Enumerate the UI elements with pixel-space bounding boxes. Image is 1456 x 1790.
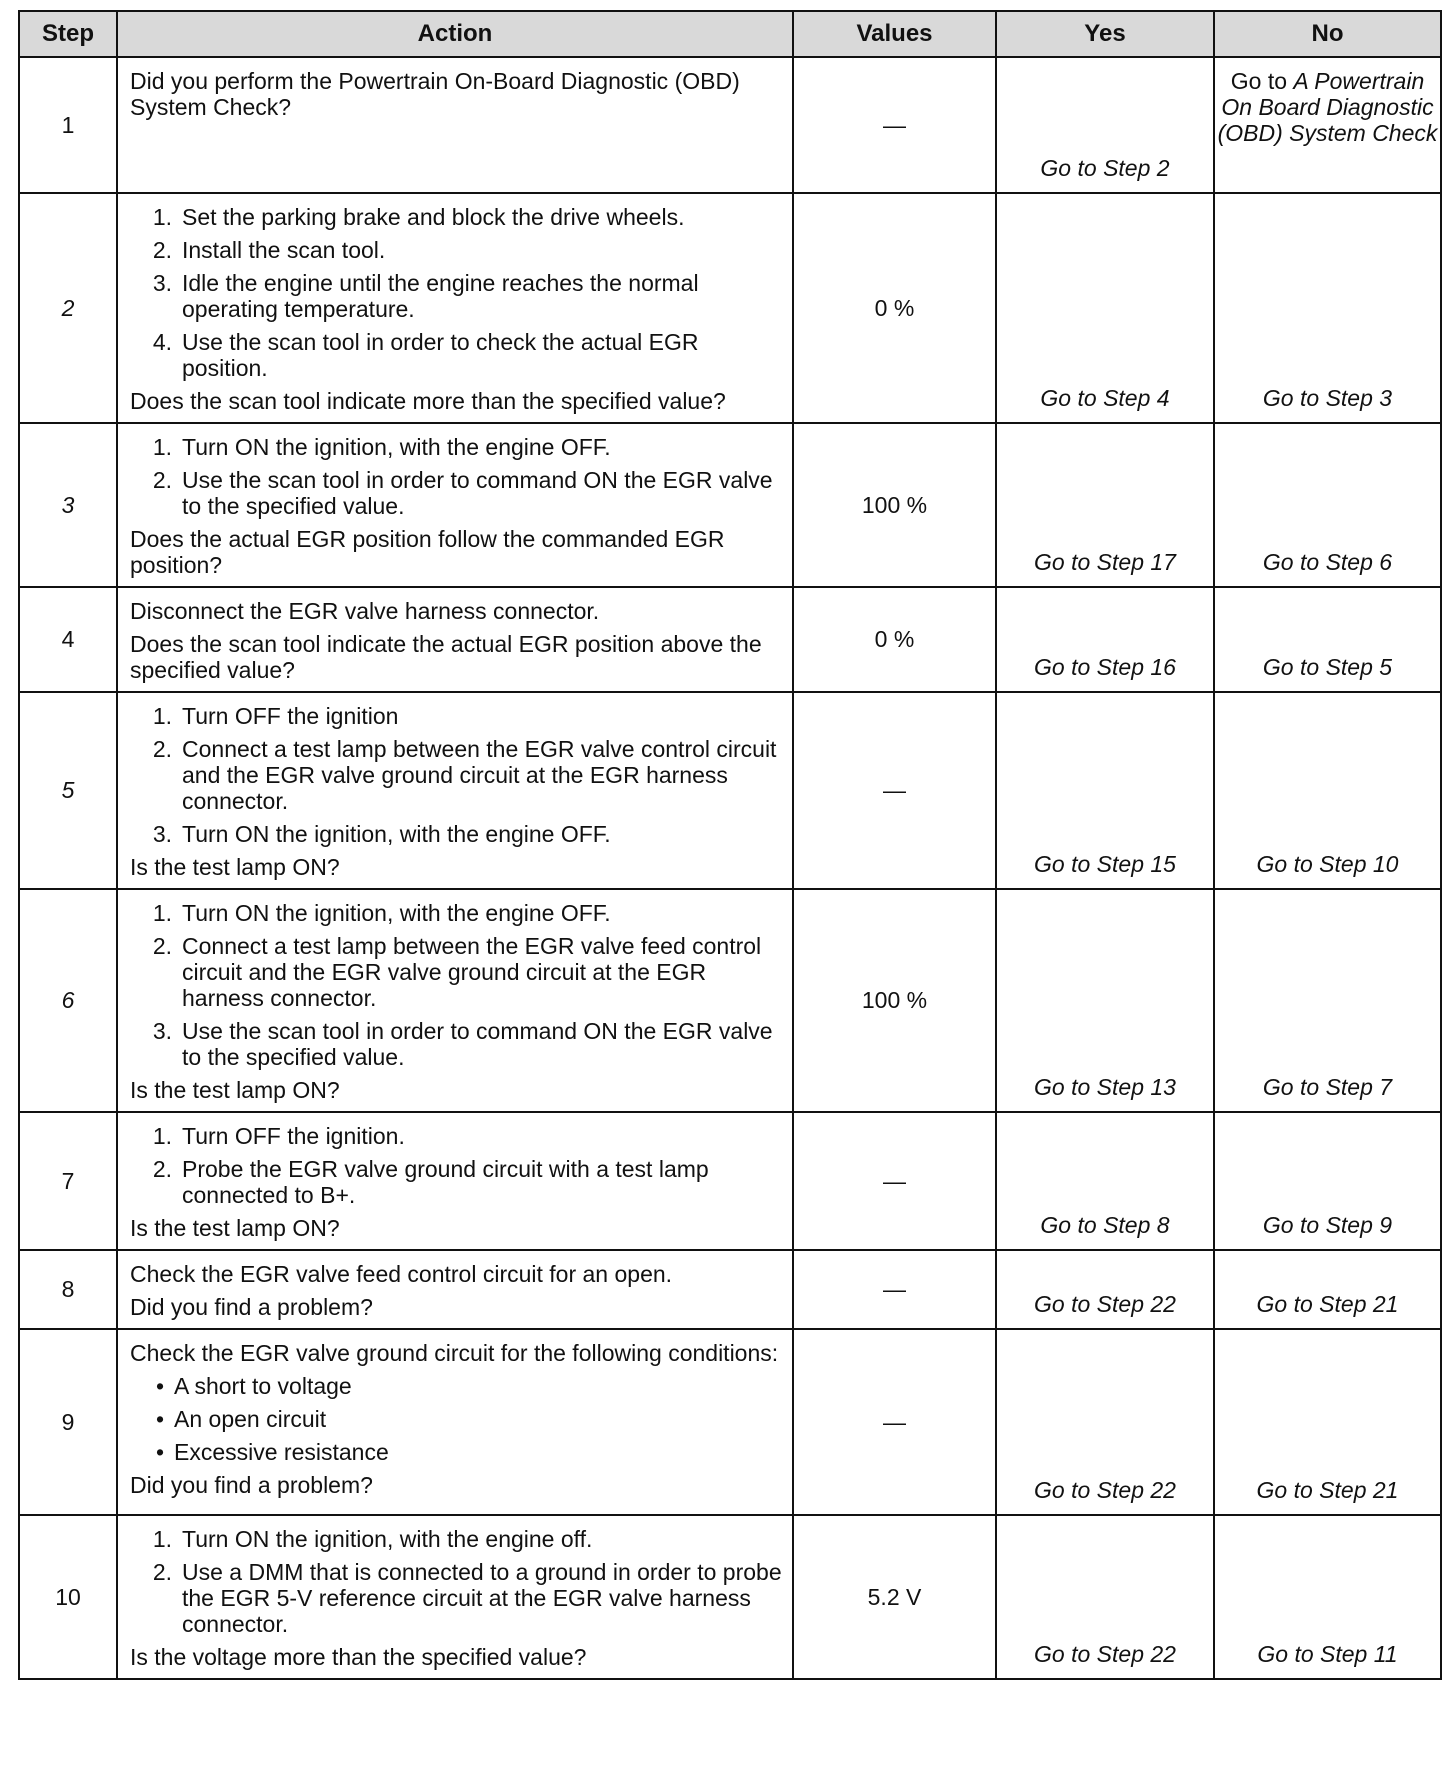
no-goto-link[interactable]: Go to Step 11 [1214,1515,1441,1679]
list-number: 1. [152,1526,172,1552]
list-item [130,933,784,1011]
value-cell: — [793,692,996,889]
no-goto-link[interactable]: Go to Step 21 [1214,1329,1441,1515]
no-goto-link[interactable]: Go to Step 9 [1214,1112,1441,1250]
step-number: 2 [19,193,117,423]
action-question: Disconnect the EGR valve harness connector. [130,598,600,624]
table-row [19,193,1441,423]
action-cell [117,1250,793,1329]
list-number: 1. [152,204,172,230]
action-question: Does the actual EGR position follow the commanded EGR position? [130,526,725,578]
value-cell: — [793,1112,996,1250]
no-goto-link[interactable]: Go to Step 3 [1214,193,1441,423]
step-number: 5 [19,692,117,889]
table-row [19,889,1441,1112]
yes-goto-link[interactable]: Go to Step 22 [996,1250,1214,1329]
action-cell [117,1515,793,1679]
yes-goto-link[interactable]: Go to Step 4 [996,193,1214,423]
list-number: 2. [152,237,172,263]
value-cell: 100 % [793,423,996,587]
list-text: Probe the EGR valve ground circuit with a test lamp connected to B+. [182,1156,709,1208]
list-text: Set the parking brake and block the drive wheels. [182,204,685,230]
list-text: Turn ON the ignition, with the engine off. [182,1526,593,1552]
value-cell: 5.2 V [793,1515,996,1679]
list-number: 3. [152,1018,172,1044]
no-goto-target[interactable]: A Powertrain On Board Diagnostic (OBD) System Check [1217,68,1438,146]
action-question: Is the test lamp ON? [130,1215,340,1241]
list-item [130,736,784,814]
table-row [19,1112,1441,1250]
action-cell [117,193,793,423]
list-item [130,270,784,322]
list-number: 1. [152,434,172,460]
list-number: 2. [152,736,172,762]
value-cell: — [793,57,996,193]
list-number: 2. [152,933,172,959]
bullet-icon: • [155,1439,164,1465]
list-text: Turn OFF the ignition. [182,1123,405,1149]
table-row [19,57,1441,193]
list-text: Turn OFF the ignition [182,703,399,729]
list-number: 1. [152,1123,172,1149]
list-text: Turn ON the ignition, with the engine OFF. [182,821,611,847]
step-number: 4 [19,587,117,692]
list-text: Turn ON the ignition, with the engine OFF. [182,434,611,460]
action-cell [117,1112,793,1250]
step-number: 7 [19,1112,117,1250]
list-item [130,434,784,460]
action-cell [117,57,793,193]
no-goto-link[interactable]: Go to Step 7 [1214,889,1441,1112]
list-item [130,1526,784,1552]
header-action: Action [117,11,793,57]
action-question: Is the test lamp ON? [130,854,340,880]
action-question: Is the voltage more than the specified value? [130,1644,587,1670]
action-question: Did you perform the Powertrain On-Board Diagnostic (OBD) System Check? [130,68,740,120]
list-text: Use the scan tool in order to command ON the EGR valve to the specified value. [182,1018,773,1070]
step-number: 3 [19,423,117,587]
header-no: No [1214,11,1441,57]
list-number: 1. [152,703,172,729]
table-row [19,1250,1441,1329]
no-goto-prefix: Go to [1230,68,1294,94]
no-goto-link[interactable]: Go to Step 21 [1214,1250,1441,1329]
table-row [19,1515,1441,1679]
step-number: 9 [19,1329,117,1515]
yes-goto-link[interactable]: Go to Step 13 [996,889,1214,1112]
action-cell [117,889,793,1112]
action-question: Is the test lamp ON? [130,1077,340,1103]
list-item [130,900,784,926]
action-cell [117,587,793,692]
value-cell: 100 % [793,889,996,1112]
list-number: 2. [152,467,172,493]
list-item [130,1123,784,1149]
header-step: Step [19,11,117,57]
list-number: 1. [152,900,172,926]
action-steps-list [130,1123,784,1208]
action-cell [117,423,793,587]
action-question: Does the scan tool indicate more than the specified value? [130,388,726,414]
yes-goto-link[interactable]: Go to Step 16 [996,587,1214,692]
no-goto-text [1215,68,1440,146]
action-cell [117,1329,793,1515]
list-item [130,1156,784,1208]
no-goto-link[interactable] [1214,57,1441,193]
table-row [19,423,1441,587]
list-item [130,204,784,230]
yes-goto-link[interactable]: Go to Step 17 [996,423,1214,587]
no-goto-link[interactable]: Go to Step 5 [1214,587,1441,692]
step-number: 6 [19,889,117,1112]
step-number: 8 [19,1250,117,1329]
diagnostic-table [18,10,1442,1680]
list-item [130,821,784,847]
list-item [130,1406,784,1432]
yes-goto-link[interactable]: Go to Step 22 [996,1515,1214,1679]
action-steps-list [130,204,784,381]
no-goto-link[interactable]: Go to Step 6 [1214,423,1441,587]
action-steps-list [130,900,784,1070]
header-yes: Yes [996,11,1214,57]
action-question: Did you find a problem? [130,1472,373,1498]
list-text: Connect a test lamp between the EGR valve control circuit and the EGR valve ground circuit at the EGR harness connector. [182,736,777,814]
action-question: Check the EGR valve feed control circuit for an open. [130,1261,673,1287]
yes-goto-link[interactable]: Go to Step 8 [996,1112,1214,1250]
list-number: 4. [152,329,172,355]
list-item [130,467,784,519]
table-row [19,1329,1441,1515]
value-cell: 0 % [793,193,996,423]
no-goto-link[interactable]: Go to Step 10 [1214,692,1441,889]
list-number: 3. [152,270,172,296]
list-item [130,237,784,263]
list-item [130,1439,784,1465]
yes-goto-link[interactable]: Go to Step 22 [996,1329,1214,1515]
list-item [130,1559,784,1637]
table-row [19,692,1441,889]
list-item [130,703,784,729]
list-text: Connect a test lamp between the EGR valve feed control circuit and the EGR valve ground circuit at the EGR harness connector. [182,933,762,1011]
action-steps-list [130,434,784,519]
list-number: 3. [152,821,172,847]
header-values: Values [793,11,996,57]
action-question: Does the scan tool indicate the actual EGR position above the specified value? [130,631,762,683]
list-number: 2. [152,1156,172,1182]
list-text: Install the scan tool. [182,237,386,263]
list-text: Use a DMM that is connected to a ground in order to probe the EGR 5-V reference circuit at the EGR valve harness connector. [182,1559,782,1637]
yes-goto-link[interactable]: Go to Step 2 [996,57,1214,193]
list-text: Turn ON the ignition, with the engine OFF. [182,900,611,926]
list-text: A short to voltage [174,1373,352,1399]
step-number: 10 [19,1515,117,1679]
list-item [130,1373,784,1399]
list-text: Use the scan tool in order to check the actual EGR position. [182,329,699,381]
action-cell [117,692,793,889]
action-intro: Check the EGR valve ground circuit for the following conditions: [130,1340,779,1366]
bullet-icon: • [155,1373,164,1399]
value-cell: 0 % [793,587,996,692]
list-text: An open circuit [174,1406,327,1432]
list-text: Idle the engine until the engine reaches the normal operating temperature. [182,270,699,322]
action-steps-list [130,1526,784,1637]
list-item [130,1018,784,1070]
action-steps-list [130,703,784,847]
condition-bullets [130,1373,784,1465]
action-question: Did you find a problem? [130,1294,373,1320]
bullet-icon: • [155,1406,164,1432]
table-row [19,587,1441,692]
value-cell: — [793,1250,996,1329]
list-item [130,329,784,381]
list-text: Excessive resistance [174,1439,389,1465]
step-number: 1 [19,57,117,193]
list-number: 2. [152,1559,172,1585]
value-cell: — [793,1329,996,1515]
yes-goto-link[interactable]: Go to Step 15 [996,692,1214,889]
header-row [19,11,1441,57]
list-text: Use the scan tool in order to command ON the EGR valve to the specified value. [182,467,773,519]
